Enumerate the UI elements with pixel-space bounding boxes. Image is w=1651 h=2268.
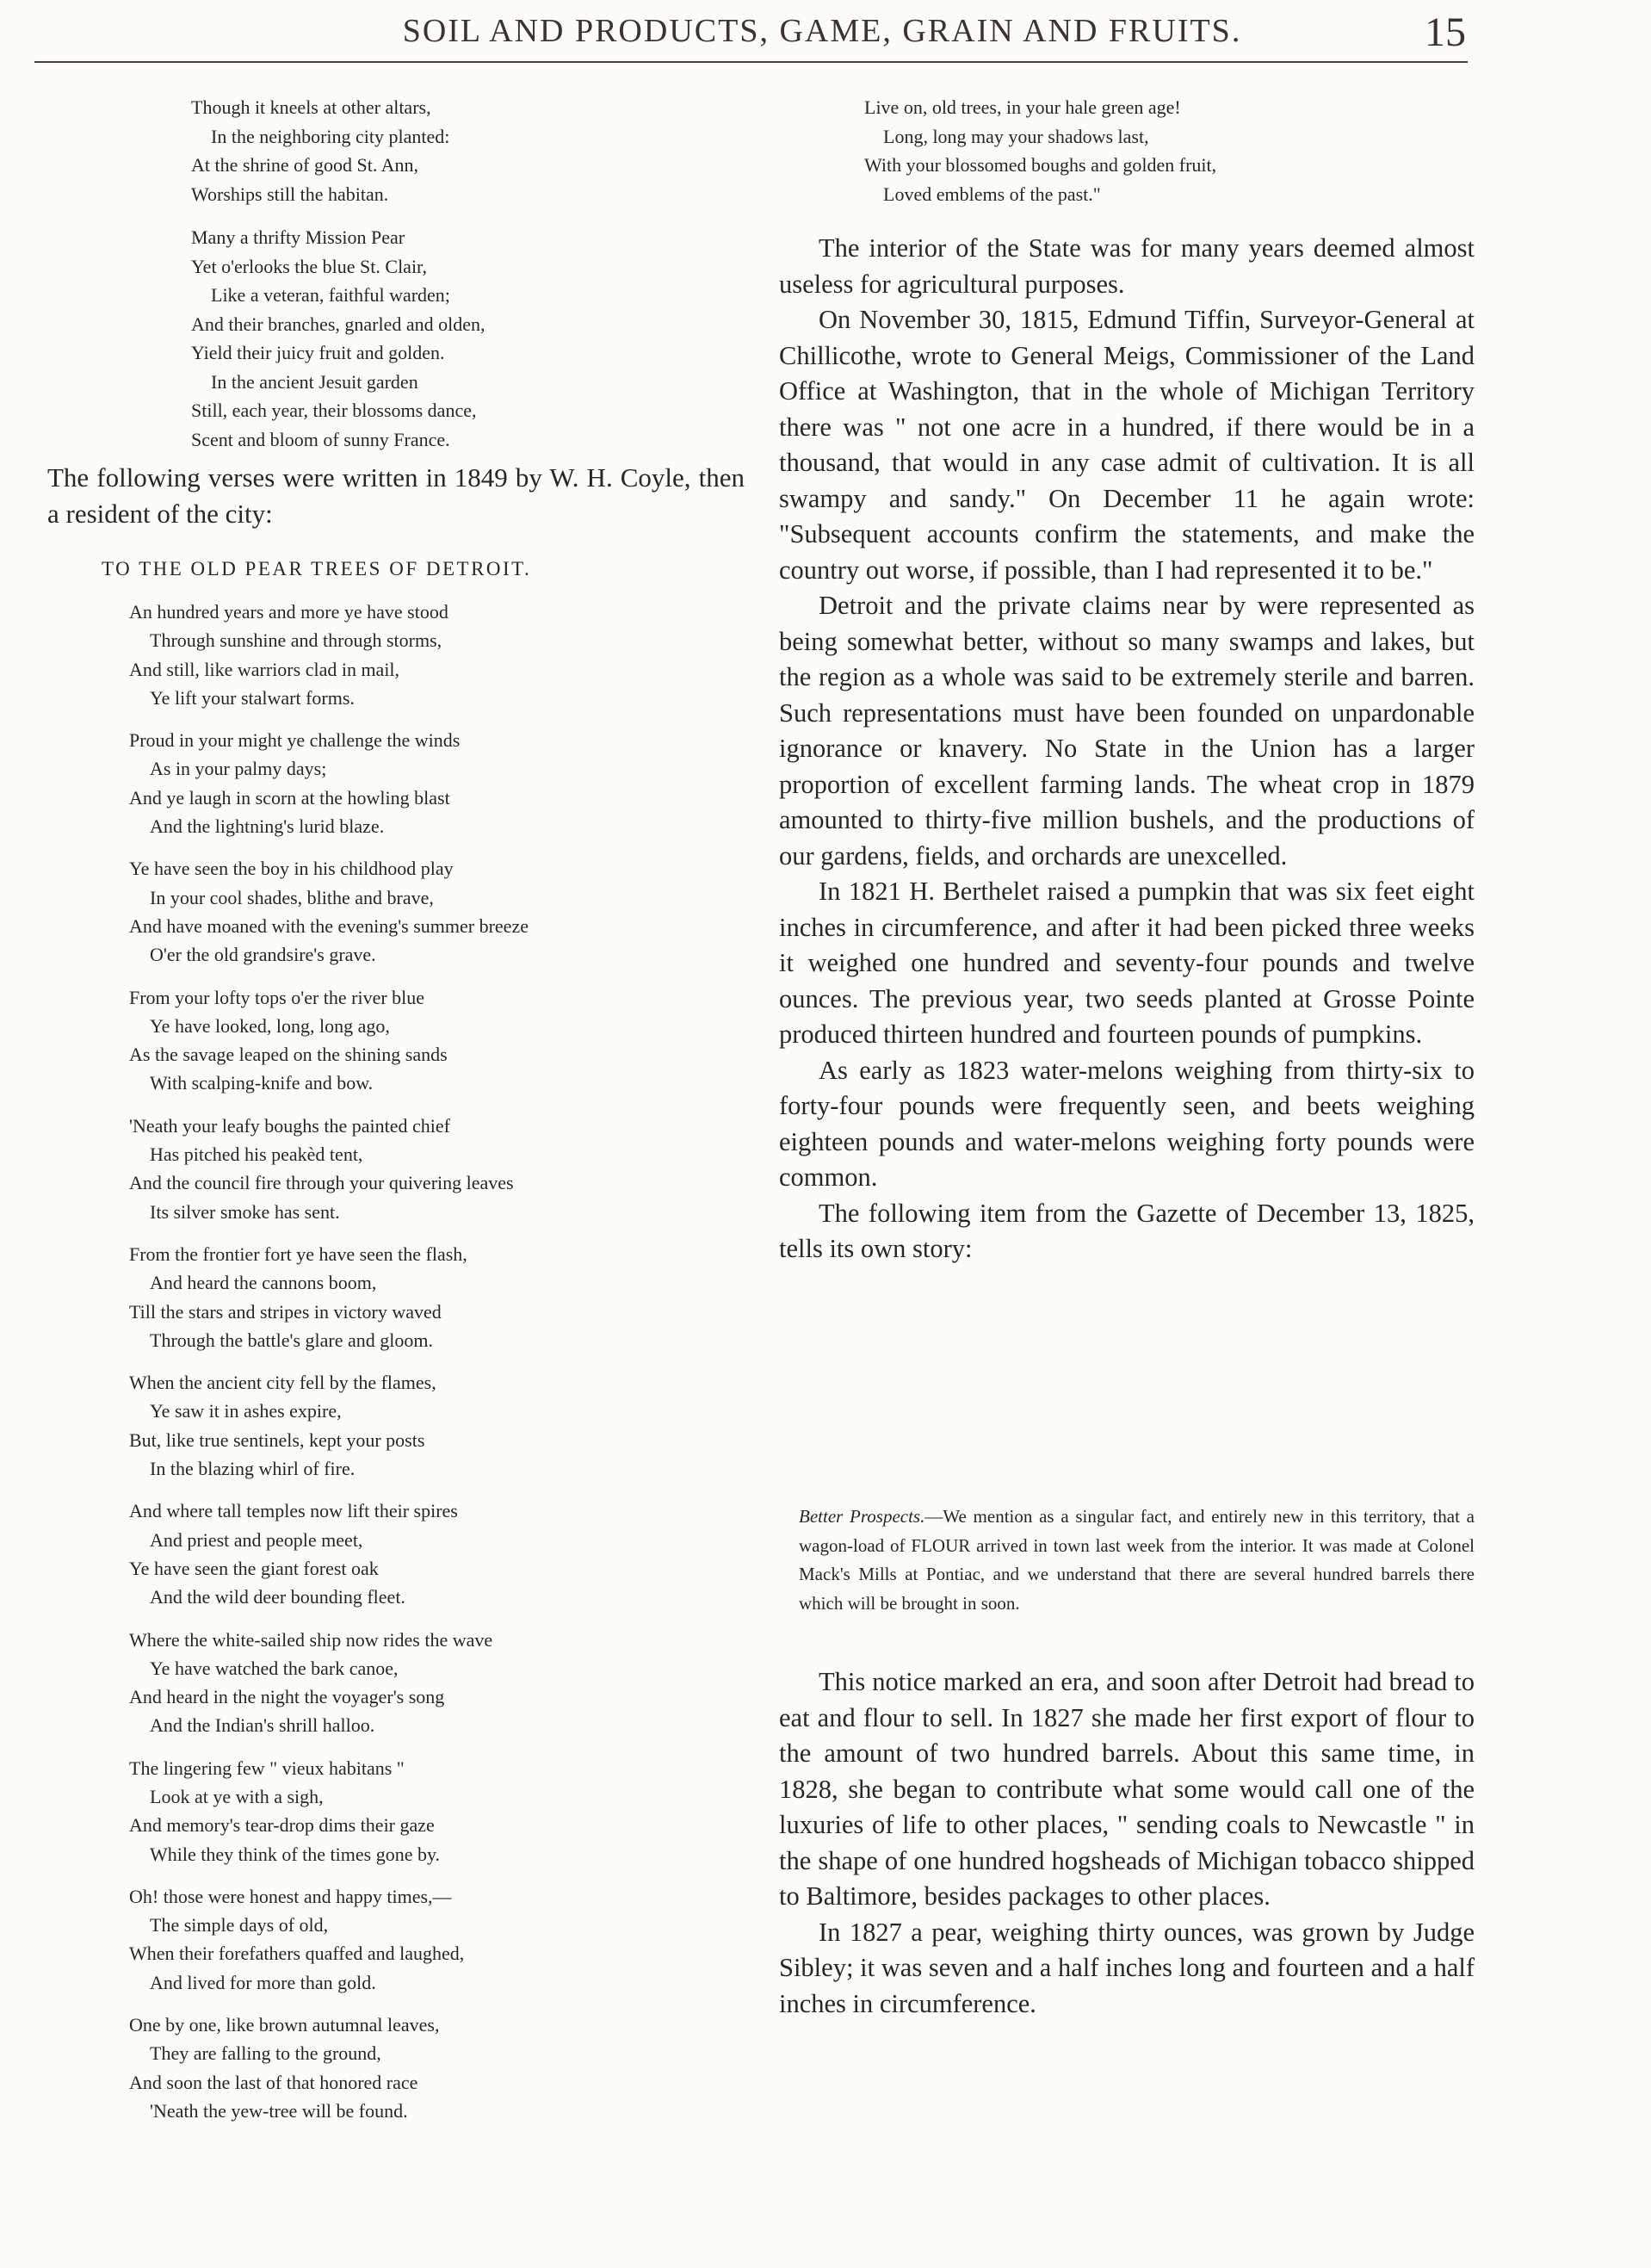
intro-paragraph bbox=[47, 460, 745, 532]
verse-line: And have moaned with the evening's summer breeze bbox=[129, 914, 529, 937]
verse-line: In the ancient Jesuit garden bbox=[211, 370, 418, 393]
verse-line: But, like true sentinels, kept your posts bbox=[129, 1428, 425, 1451]
verse-line: And the council fire through your quivering leaves bbox=[129, 1172, 514, 1194]
stanza bbox=[0, 598, 757, 712]
stanza bbox=[0, 983, 757, 1098]
verse-line: Ye saw it in ashes expire, bbox=[150, 1400, 342, 1422]
verse-line: Yet o'erlooks the blue St. Clair, bbox=[191, 255, 428, 277]
verse-line: Look at ye with a sigh, bbox=[150, 1785, 324, 1807]
stanza bbox=[0, 1368, 757, 1483]
verse-line: Long, long may your shadows last, bbox=[883, 125, 1149, 147]
paragraph: This notice marked an era, and soon after Detroit had bread to eat and flour to sell. In 1827 she made her first export of flour to the amount of two hundred barrels. About this same time, in 1828, she began to contribute what some would call one of the luxuries of life to other places, " sending coals to Newcastle " in the shape of one hundred hogsheads of Michigan tobacco shipped to Baltimore, besides packages to other places. bbox=[779, 1667, 1475, 1911]
stanza bbox=[0, 726, 757, 840]
right-prose-section-1 bbox=[779, 231, 1475, 1267]
page-number: 15 bbox=[1425, 9, 1466, 55]
verse-line: In your cool shades, blithe and brave, bbox=[150, 886, 434, 908]
stanza bbox=[0, 1882, 757, 1997]
verse-line: 'Neath the yew-tree will be found. bbox=[150, 2099, 408, 2122]
verse-line: And priest and people meet, bbox=[150, 1528, 363, 1551]
verse-line: With scalping-knife and bow. bbox=[150, 1072, 374, 1094]
gazette-quote bbox=[799, 1503, 1475, 1618]
verse-line: Through sunshine and through storms, bbox=[150, 629, 442, 652]
verse-line: Through the battle's glare and gloom. bbox=[150, 1329, 433, 1351]
right-prose-section-2 bbox=[779, 1664, 1475, 2022]
verse-line: Where the white-sailed ship now rides the wave bbox=[129, 1628, 493, 1651]
running-head: SOIL AND PRODUCTS, GAME, GRAIN AND FRUITS. bbox=[402, 13, 1242, 49]
verse-line: In the neighboring city planted: bbox=[211, 125, 450, 147]
verse-line: And soon the last of that honored race bbox=[129, 2071, 418, 2093]
verse-line: O'er the old grandsire's grave. bbox=[150, 944, 376, 966]
verse-line: And where tall temples now lift their spires bbox=[129, 1500, 458, 1522]
verse-line: Though it kneels at other altars, bbox=[191, 96, 431, 118]
header-rule bbox=[34, 61, 1468, 63]
stanza bbox=[0, 1112, 757, 1226]
paragraph: In 1821 H. Berthelet raised a pumpkin that was six feet eight inches in circumference, and after it had been picked three weeks it weighed one hundred and seventy-four pounds and twelve ounces. The previous year, two seeds planted at Grosse Pointe produced thirteen hundred and fourteen pounds of pumpkins. bbox=[779, 877, 1475, 1049]
verse-line: From your lofty tops o'er the river blue bbox=[129, 986, 425, 1008]
stanza bbox=[0, 854, 757, 969]
quote-lead: Better Prospects. bbox=[799, 1506, 925, 1527]
verse-line: Many a thrifty Mission Pear bbox=[191, 226, 405, 248]
paragraph: As early as 1823 water-melons weighing from thirty-six to forty-four pounds were frequently seen, and beets weighing eighteen pounds and water-melons weighing forty pounds were common. bbox=[779, 1055, 1475, 1192]
paragraph: Detroit and the private claims near by were represented as being somewhat better, without so many swamps and lakes, but the region as a whole was said to be extremely sterile and barren. Such representations must have been founded on unpardonable ignorance or knavery. No State in the Union has a larger proportion of excellent farming lands. The wheat crop in 1879 amounted to thirty-five million bushels, and the productions of our gardens, fields, and orchards are unexcelled. bbox=[779, 591, 1475, 871]
paragraph: The following item from the Gazette of December 13, 1825, tells its own story: bbox=[779, 1198, 1475, 1263]
verse-line: When the ancient city fell by the flames, bbox=[129, 1372, 436, 1394]
verse-line: Live on, old trees, in your hale green age! bbox=[864, 96, 1181, 118]
verse-line: And the wild deer bounding fleet. bbox=[150, 1586, 405, 1608]
verse-line: And memory's tear-drop dims their gaze bbox=[129, 1814, 435, 1837]
stanza bbox=[0, 1626, 757, 1740]
verse-line: The lingering few " vieux habitans " bbox=[129, 1757, 405, 1779]
stanza bbox=[0, 1240, 757, 1354]
verse-line: Still, each year, their blossoms dance, bbox=[191, 400, 477, 421]
verse-line: Ye have seen the boy in his childhood play bbox=[129, 858, 454, 880]
paragraph: In 1827 a pear, weighing thirty ounces, was grown by Judge Sibley; it was seven and a half inches long and fourteen and a half inches in circumference. bbox=[779, 1917, 1475, 2018]
verse-line: And their branches, gnarled and olden, bbox=[191, 313, 485, 335]
verse-line: And heard the cannons boom, bbox=[150, 1272, 377, 1294]
verse-line: Till the stars and stripes in victory waved bbox=[129, 1300, 442, 1323]
stanza bbox=[0, 1497, 757, 1611]
verse-line: While they think of the times gone by. bbox=[150, 1843, 441, 1865]
verse-line: And the lightning's lurid blaze. bbox=[150, 815, 385, 838]
verse-line: And the Indian's shrill halloo. bbox=[150, 1714, 375, 1737]
stanza bbox=[0, 93, 757, 208]
verse-line: Its silver smoke has sent. bbox=[150, 1200, 340, 1223]
verse-line: Yield their juicy fruit and golden. bbox=[191, 342, 445, 363]
verse-line: The simple days of old, bbox=[150, 1914, 329, 1936]
paragraph: The interior of the State was for many years deemed almost useless for agricultural purposes. bbox=[779, 233, 1475, 299]
verse-line: When their forefathers quaffed and laughed, bbox=[129, 1943, 465, 1965]
left-poem-fragment bbox=[0, 93, 757, 468]
verse-line: Scent and bloom of sunny France. bbox=[191, 428, 450, 450]
verse-line: Ye have seen the giant forest oak bbox=[129, 1557, 379, 1579]
paragraph: On November 30, 1815, Edmund Tiffin, Surveyor-General at Chillicothe, wrote to General Meigs, Commissioner of the Land Office at Washington, that in the whole of Michigan Territory there was " not one acre in a hundred, if there would be in a thousand, that would in any case admit of cultivation. It is all swampy and sandy." On December 11 he again wrote: "Subsequent accounts confirm the statements, and make the country out worse, if possible, than I had represented it to be." bbox=[779, 305, 1475, 585]
stanza bbox=[0, 223, 757, 454]
poem-body bbox=[0, 598, 757, 2139]
verse-line: And ye laugh in scorn at the howling blast bbox=[129, 786, 450, 809]
verse-line: 'Neath your leafy boughs the painted chief bbox=[129, 1114, 450, 1137]
verse-line: With your blossomed boughs and golden fruit, bbox=[864, 154, 1217, 176]
verse-line: Like a veteran, faithful warden; bbox=[211, 284, 450, 306]
verse-line: And heard in the night the voyager's song bbox=[129, 1686, 445, 1708]
stanza bbox=[0, 2011, 757, 2125]
verse-line: An hundred years and more ye have stood bbox=[129, 601, 448, 623]
verse-line: And lived for more than gold. bbox=[150, 1971, 376, 1993]
verse-line: Worships still the habitan. bbox=[191, 183, 389, 205]
verse-line: As the savage leaped on the shining sands bbox=[129, 1044, 448, 1066]
verse-line: Ye have watched the bark canoe, bbox=[150, 1657, 399, 1679]
verse-line: Oh! those were honest and happy times,— bbox=[129, 1885, 452, 1907]
verse-line: And still, like warriors clad in mail, bbox=[129, 658, 400, 680]
verse-line: At the shrine of good St. Ann, bbox=[191, 154, 418, 176]
intro-text: The following verses were written in 1849 by W. H. Coyle, then a resident of the city: bbox=[47, 462, 745, 529]
verse-line: Ye have looked, long, long ago, bbox=[150, 1014, 390, 1037]
verse-line: As in your palmy days; bbox=[150, 758, 327, 780]
poem-title: TO THE OLD PEAR TREES OF DETROIT. bbox=[102, 558, 532, 579]
verse-line: Proud in your might ye challenge the winds bbox=[129, 729, 461, 752]
right-poem-ending bbox=[775, 93, 1481, 208]
quote-text: —We mention as a singular fact, and entirely new in this territory, that a wagon-load of FLOUR arrived in town last week from the interior. It was made at Colonel Mack's Mills at Pontiac, and we understand that there are several hundred barrels there which will be brought in soon. bbox=[799, 1506, 1475, 1614]
stanza bbox=[0, 1754, 757, 1868]
verse-line: Has pitched his peakèd tent, bbox=[150, 1143, 363, 1166]
verse-line: From the frontier fort ye have seen the flash, bbox=[129, 1242, 467, 1265]
verse-line: Ye lift your stalwart forms. bbox=[150, 686, 355, 709]
verse-line: One by one, like brown autumnal leaves, bbox=[129, 2014, 440, 2036]
verse-line: They are falling to the ground, bbox=[150, 2042, 381, 2065]
verse-line: Loved emblems of the past." bbox=[883, 183, 1101, 205]
verse-line: In the blazing whirl of fire. bbox=[150, 1458, 356, 1480]
